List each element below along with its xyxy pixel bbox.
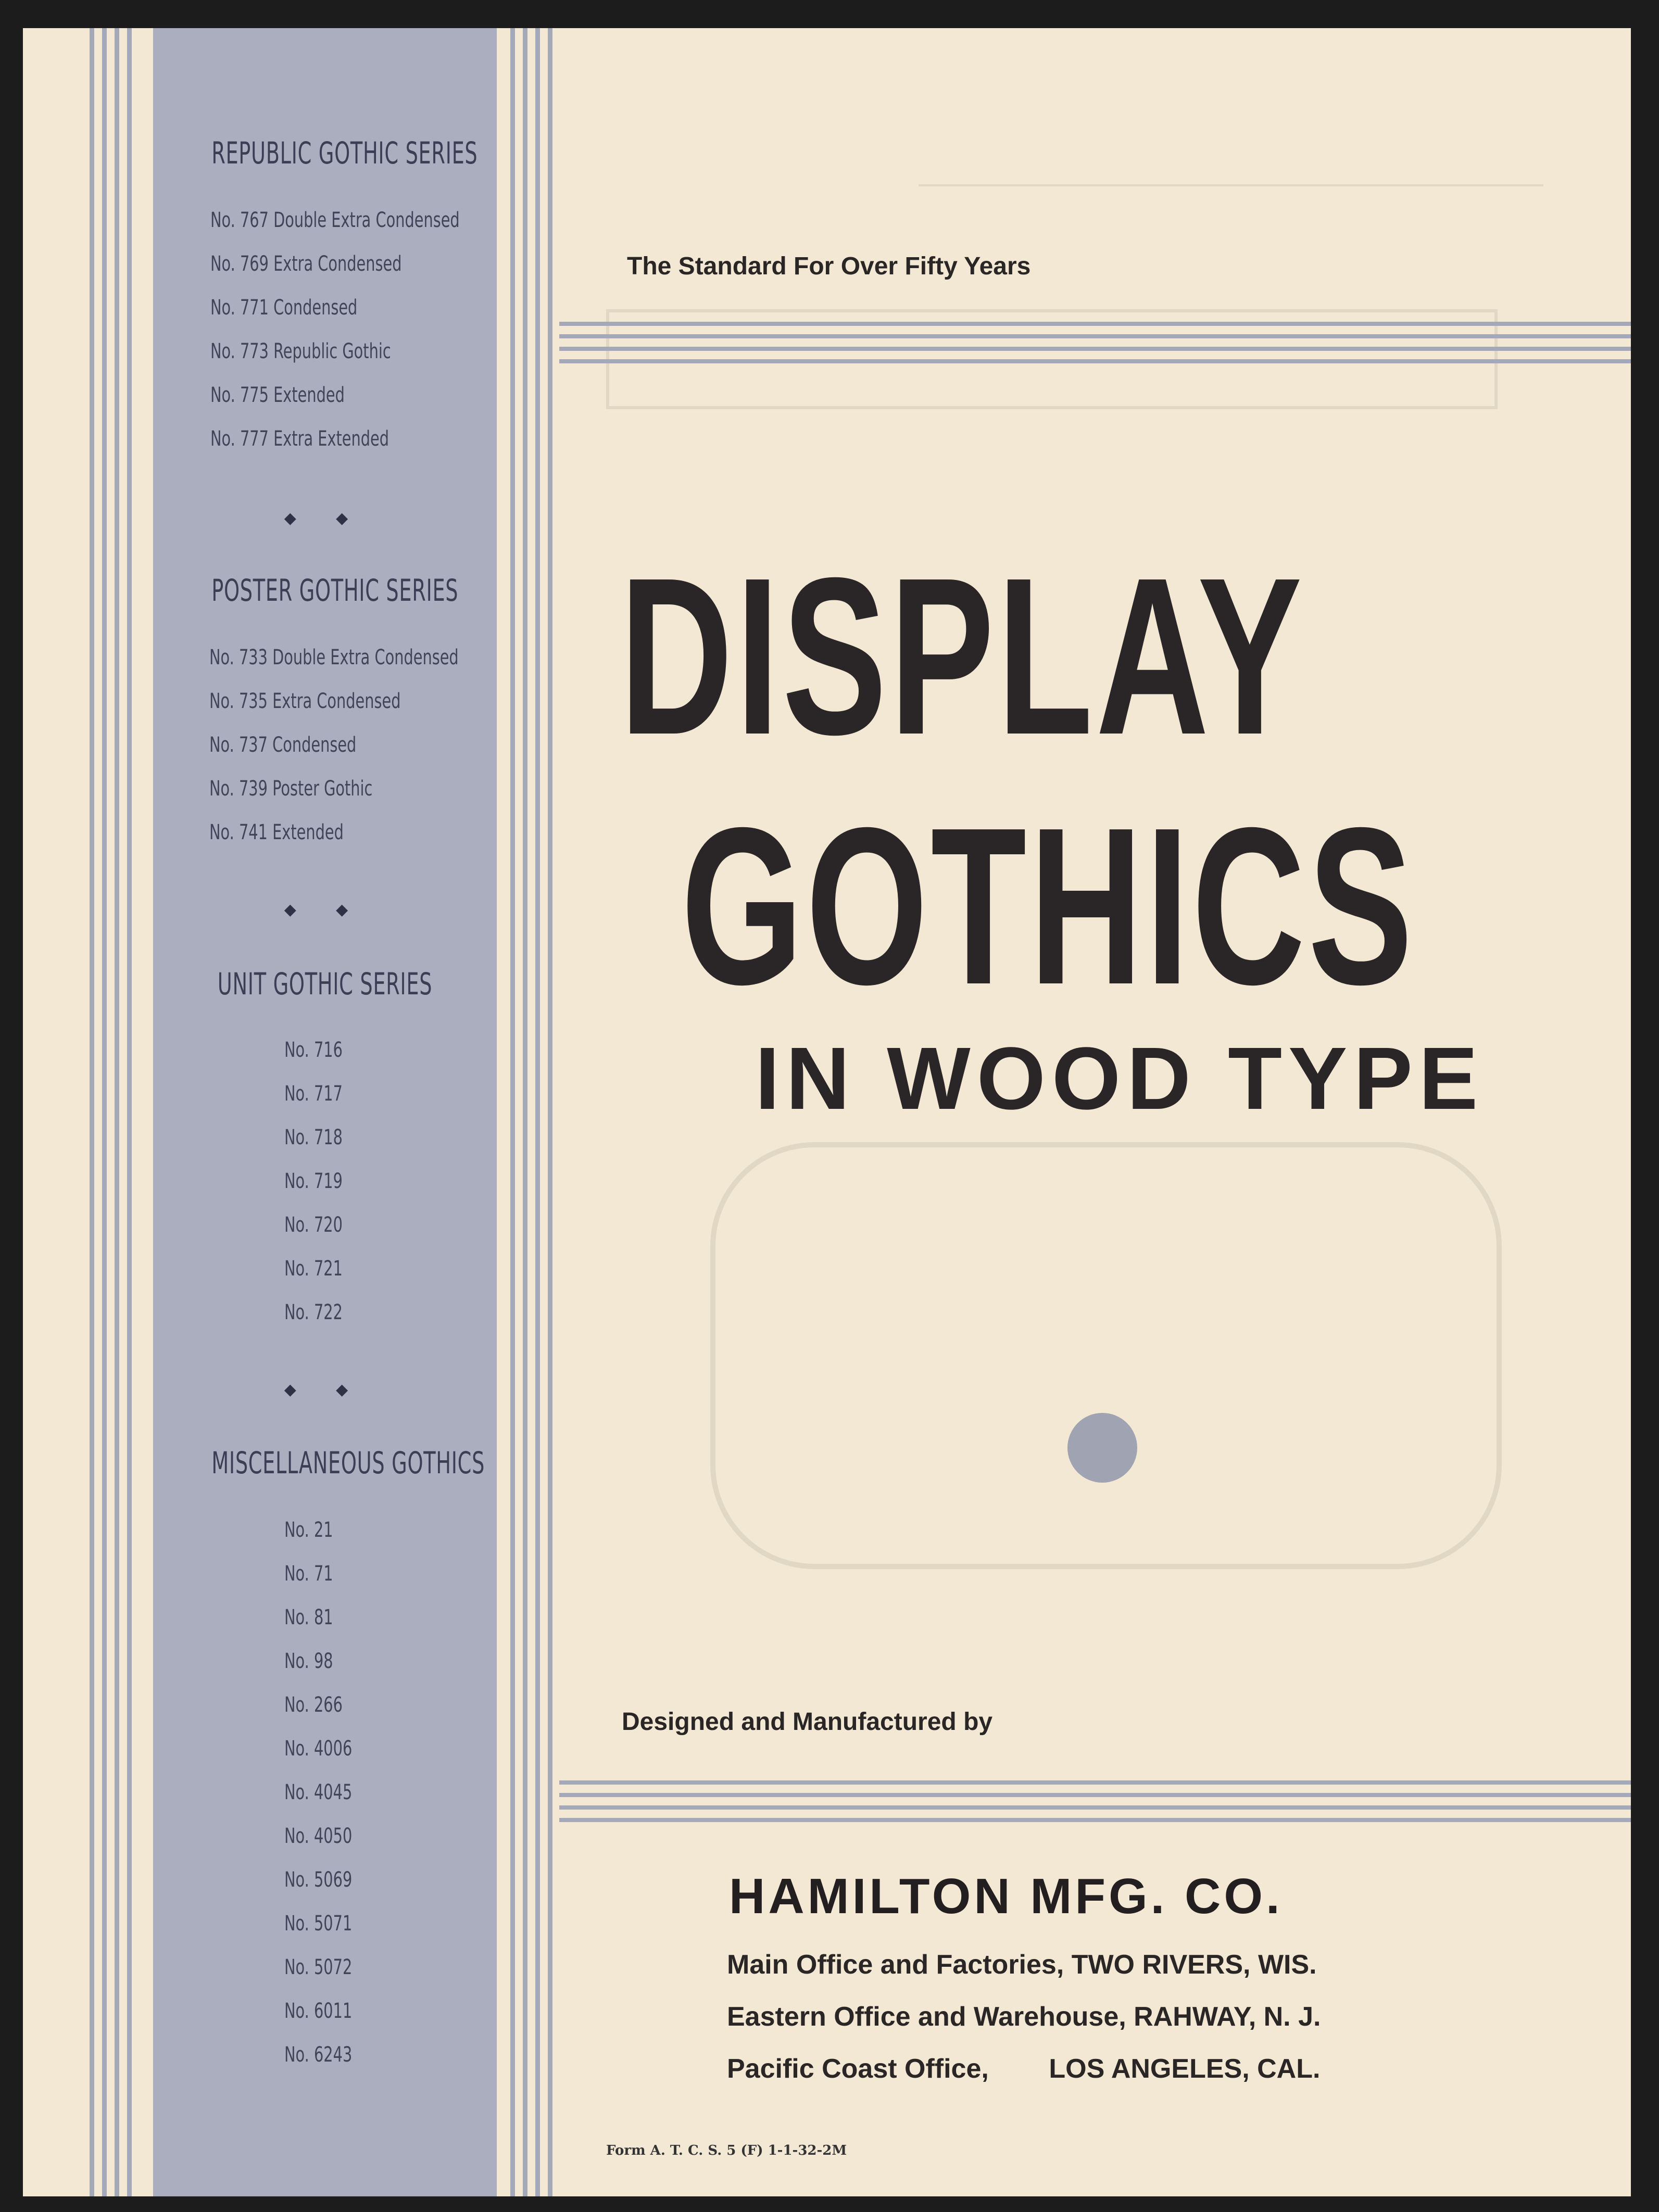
section-title-republic: REPUBLIC GOTHIC SERIES	[211, 135, 478, 171]
bottom-rule-3	[559, 1805, 1631, 1810]
top-rule-1	[559, 322, 1631, 326]
panel-rule-2	[523, 28, 527, 2196]
list-item: No. 767 Double Extra Condensed	[210, 208, 460, 232]
list-item: No. 71	[284, 1562, 333, 1586]
panel-rule-1	[510, 28, 515, 2196]
list-item: No. 735 Extra Condensed	[209, 689, 401, 713]
form-number: Form A. T. C. S. 5 (F) 1-1-32-2M	[606, 2143, 847, 2158]
address-main-office: Main Office and Factories, TWO RIVERS, WIS.	[727, 1950, 1317, 1980]
section-title-poster: POSTER GOTHIC SERIES	[211, 573, 459, 608]
series-panel	[153, 28, 497, 2196]
republic-list	[210, 208, 557, 471]
list-item: No. 777 Extra Extended	[210, 427, 389, 451]
unit-list	[284, 1038, 365, 1344]
address-eastern-office: Eastern Office and Warehouse, RAHWAY, N. J.	[727, 2002, 1321, 2032]
left-rule-4	[127, 28, 132, 2196]
tagline: The Standard For Over Fifty Years	[627, 252, 1031, 280]
list-item: No. 739 Poster Gothic	[209, 777, 373, 801]
list-item: No. 4050	[284, 1824, 353, 1848]
left-rule-1	[90, 28, 94, 2196]
headline-in-wood-type: IN WOOD TYPE	[755, 1029, 1485, 1128]
list-item: No. 775 Extended	[210, 383, 345, 407]
list-item: No. 4045	[284, 1780, 353, 1804]
top-rule-3	[559, 347, 1631, 351]
list-item: No. 4006	[284, 1737, 353, 1761]
designed-by-label: Designed and Manufactured by	[622, 1708, 993, 1736]
list-item: No. 717	[284, 1082, 343, 1106]
cover-page	[23, 28, 1631, 2196]
list-item: No. 733 Double Extra Condensed	[209, 646, 459, 669]
list-item: No. 21	[284, 1518, 333, 1542]
list-item: No. 6243	[284, 2043, 353, 2067]
miscellaneous-list	[284, 1518, 379, 2087]
separator-diamonds: ◆ ◆	[284, 901, 366, 918]
list-item: No. 98	[284, 1649, 333, 1673]
list-item: No. 266	[284, 1693, 343, 1717]
punch-hole	[1067, 1413, 1137, 1483]
list-item: No. 716	[284, 1038, 343, 1062]
list-item: No. 771 Condensed	[210, 296, 358, 320]
separator-diamonds: ◆ ◆	[284, 1381, 366, 1398]
company-name: HAMILTON MFG. CO.	[729, 1868, 1283, 1924]
list-item: No. 721	[284, 1257, 343, 1281]
poster-list	[209, 646, 556, 864]
top-rule-2	[559, 334, 1631, 338]
separator-diamonds: ◆ ◆	[284, 510, 366, 527]
list-item: No. 718	[284, 1126, 343, 1149]
list-item: No. 5069	[284, 1868, 353, 1892]
bottom-rule-4	[559, 1818, 1631, 1822]
list-item: No. 722	[284, 1300, 343, 1324]
list-item: No. 773 Republic Gothic	[210, 339, 391, 363]
list-item: No. 769 Extra Condensed	[210, 252, 402, 276]
panel-rule-4	[548, 28, 552, 2196]
section-title-miscellaneous: MISCELLANEOUS GOTHICS	[211, 1445, 485, 1481]
bottom-rule-1	[559, 1780, 1631, 1785]
address-pacific-office: Pacific Coast Office, LOS ANGELES, CAL.	[727, 2054, 1321, 2084]
panel-rule-3	[535, 28, 540, 2196]
list-item: No. 5072	[284, 1955, 353, 1979]
list-item: No. 720	[284, 1213, 343, 1237]
top-rule-4	[559, 359, 1631, 363]
left-rule-3	[115, 28, 119, 2196]
headline-gothics: GOTHICS	[681, 781, 1416, 1031]
list-item: No. 719	[284, 1169, 343, 1193]
list-item: No. 741 Extended	[209, 820, 344, 844]
list-item: No. 6011	[284, 1999, 353, 2023]
list-item: No. 737 Condensed	[209, 733, 357, 757]
list-item: No. 81	[284, 1606, 333, 1629]
bottom-rule-2	[559, 1793, 1631, 1797]
left-rule-2	[102, 28, 107, 2196]
headline-display: DISPLAY	[620, 532, 1305, 781]
section-title-unit: UNIT GOTHIC SERIES	[217, 966, 433, 1002]
list-item: No. 5071	[284, 1912, 353, 1936]
